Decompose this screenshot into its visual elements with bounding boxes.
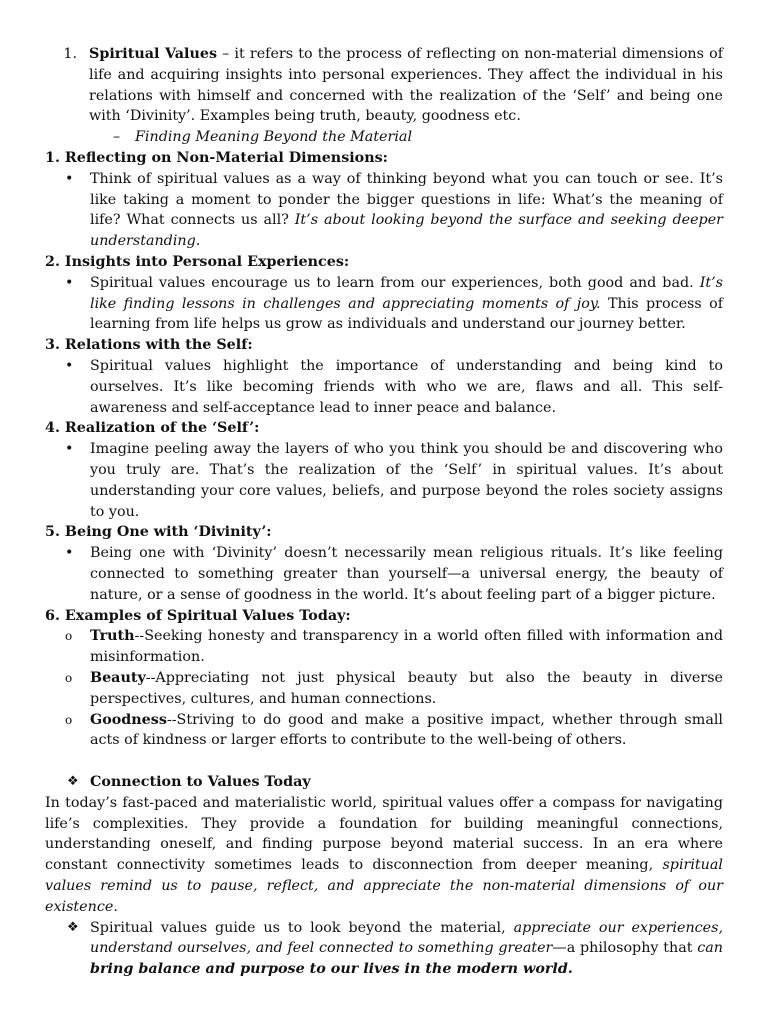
example-item-goodness [45,710,723,752]
example-desc-beauty: --Appreciating not just physical beauty but also the beauty in diverse perspectives, cultures, and human connections. [90,669,723,707]
section-heading-3: 3. Relations with the Self: [45,337,253,354]
section-heading-2: 2. Insights into Personal Experiences: [45,253,350,270]
section-text-3: Spiritual values highlight the importance of understanding and being kind to ourselves. It’s like becoming friends with who we are, flaws and all. This self-awareness and self-acceptance lead to inner peace and balance. [90,357,723,416]
connection-final-text [90,918,723,980]
intro-item [45,44,723,127]
connection-heading: Connection to Values Today [90,774,311,791]
intro-term: Spiritual Values [89,46,217,62]
section-heading-5: 5. Being One with ‘Divinity’: [45,524,272,541]
section-text-4: Imagine peeling away the layers of who you think you should be and discovering who you truly are. That’s the realization of the ‘Self’ in spiritual values. It’s about understanding your core values, beliefs, and purpose beyond the roles society assigns to you. [90,441,723,520]
examples-heading: 6. Examples of Spiritual Values Today: [45,607,351,624]
section-text-2-plain: Spiritual values encourage us to learn from our experiences, both good and bad. [90,274,700,291]
section-bullet-1 [45,169,723,252]
connection-heading-row [45,772,723,793]
connection-paragraph [45,793,723,918]
final-text-1: Spiritual values guide us to look beyond the material, [90,919,514,936]
example-text-truth [90,626,723,668]
section-bullet-4 [45,439,723,522]
intro-content [89,44,723,127]
section-text-1-plain: Think of spiritual values as a way of thinking beyond what you can touch or see. It’s like taking a moment to ponder the bigger questions in life: What’s the meaning of life? What connects us all? [90,170,723,229]
final-italic-2: can [697,940,724,957]
section-heading-1: 1. Reflecting on Non-Material Dimensions: [45,149,388,166]
section-bullet-5 [45,543,723,605]
example-desc-goodness: --Striving to do good and make a positive impact, whether through small acts of kindness or larger efforts to contribute to the well-being of others. [90,711,723,749]
dash-marker: – [113,129,121,146]
intro-subtitle-line [45,127,723,148]
section-bullet-3 [45,356,723,418]
final-bold-italic: bring balance and purpose to our lives in the modern world. [90,961,573,978]
section-text-1 [90,169,723,252]
connection-final-bullet [45,918,723,980]
bullet-marker: • [65,170,74,187]
final-text-2: —a philosophy that [552,940,698,957]
section-text-2-plain-end: This process of learning from life helps us grow as individuals and understand our journey better. [90,295,724,333]
spacer [45,751,723,772]
example-term-beauty: Beauty [90,669,146,686]
example-text-goodness [90,710,723,752]
bullet-marker: • [65,357,74,374]
section-text-1-italic: It’s about looking beyond the surface and seeking deeper understanding. [90,212,723,250]
example-text-beauty [90,668,723,710]
diamond-icon: ❖ [67,774,79,790]
diamond-icon: ❖ [67,919,79,935]
section-heading-4: 4. Realization of the ‘Self’: [45,420,260,437]
bullet-marker: • [65,274,74,291]
intro-number: 1. [63,46,77,62]
section-text-5: Being one with ‘Divinity’ doesn’t necessarily mean religious rituals. It’s like feeling connected to something greater than yourself—a universal energy, the beauty of nature, or a sense of goodness in the world. It’s about feeling part of a bigger picture. [90,545,723,603]
example-desc-truth: --Seeking honesty and transparency in a world often filled with information and misinformation. [90,628,723,666]
intro-text: – it refers to the process of reflecting on non-material dimensions of life and acquiring insights into personal experiences. They affect the individual in his relations with himself and concerned with the realization of the ‘Self’ and being one with ‘Divinity’. Examples being truth, beauty, goodness etc. [89,46,724,125]
example-term-truth: Truth [90,628,135,645]
final-italic-1: appreciate our experiences, understand ourselves, and feel connected to something greater [90,919,724,957]
bullet-marker: • [65,441,74,458]
connection-paragraph-italic: spiritual values remind us to pause, reflect, and appreciate the non-material dimensions of our existence. [45,857,723,915]
circle-marker: o [65,670,73,685]
section-bullet-2 [45,273,723,335]
connection-paragraph-plain: In today’s fast-paced and materialistic world, spiritual values offer a compass for navigating life’s complexities. They provide a foundation for building meaningful connections, understanding oneself, and finding purpose beyond material success. In an era where constant connectivity sometimes leads to disconnection from deeper meaning, [45,794,723,874]
section-text-2-italic: It’s like finding lessons in challenges and appreciating moments of joy. [90,274,723,312]
circle-marker: o [65,712,73,727]
example-term-goodness: Goodness [90,711,167,728]
example-item-truth [45,626,723,668]
section-text-2 [90,273,723,335]
bullet-marker: • [65,545,74,562]
circle-marker: o [65,629,73,644]
intro-subtitle: Finding Meaning Beyond the Material [135,129,413,146]
example-item-beauty [45,668,723,710]
